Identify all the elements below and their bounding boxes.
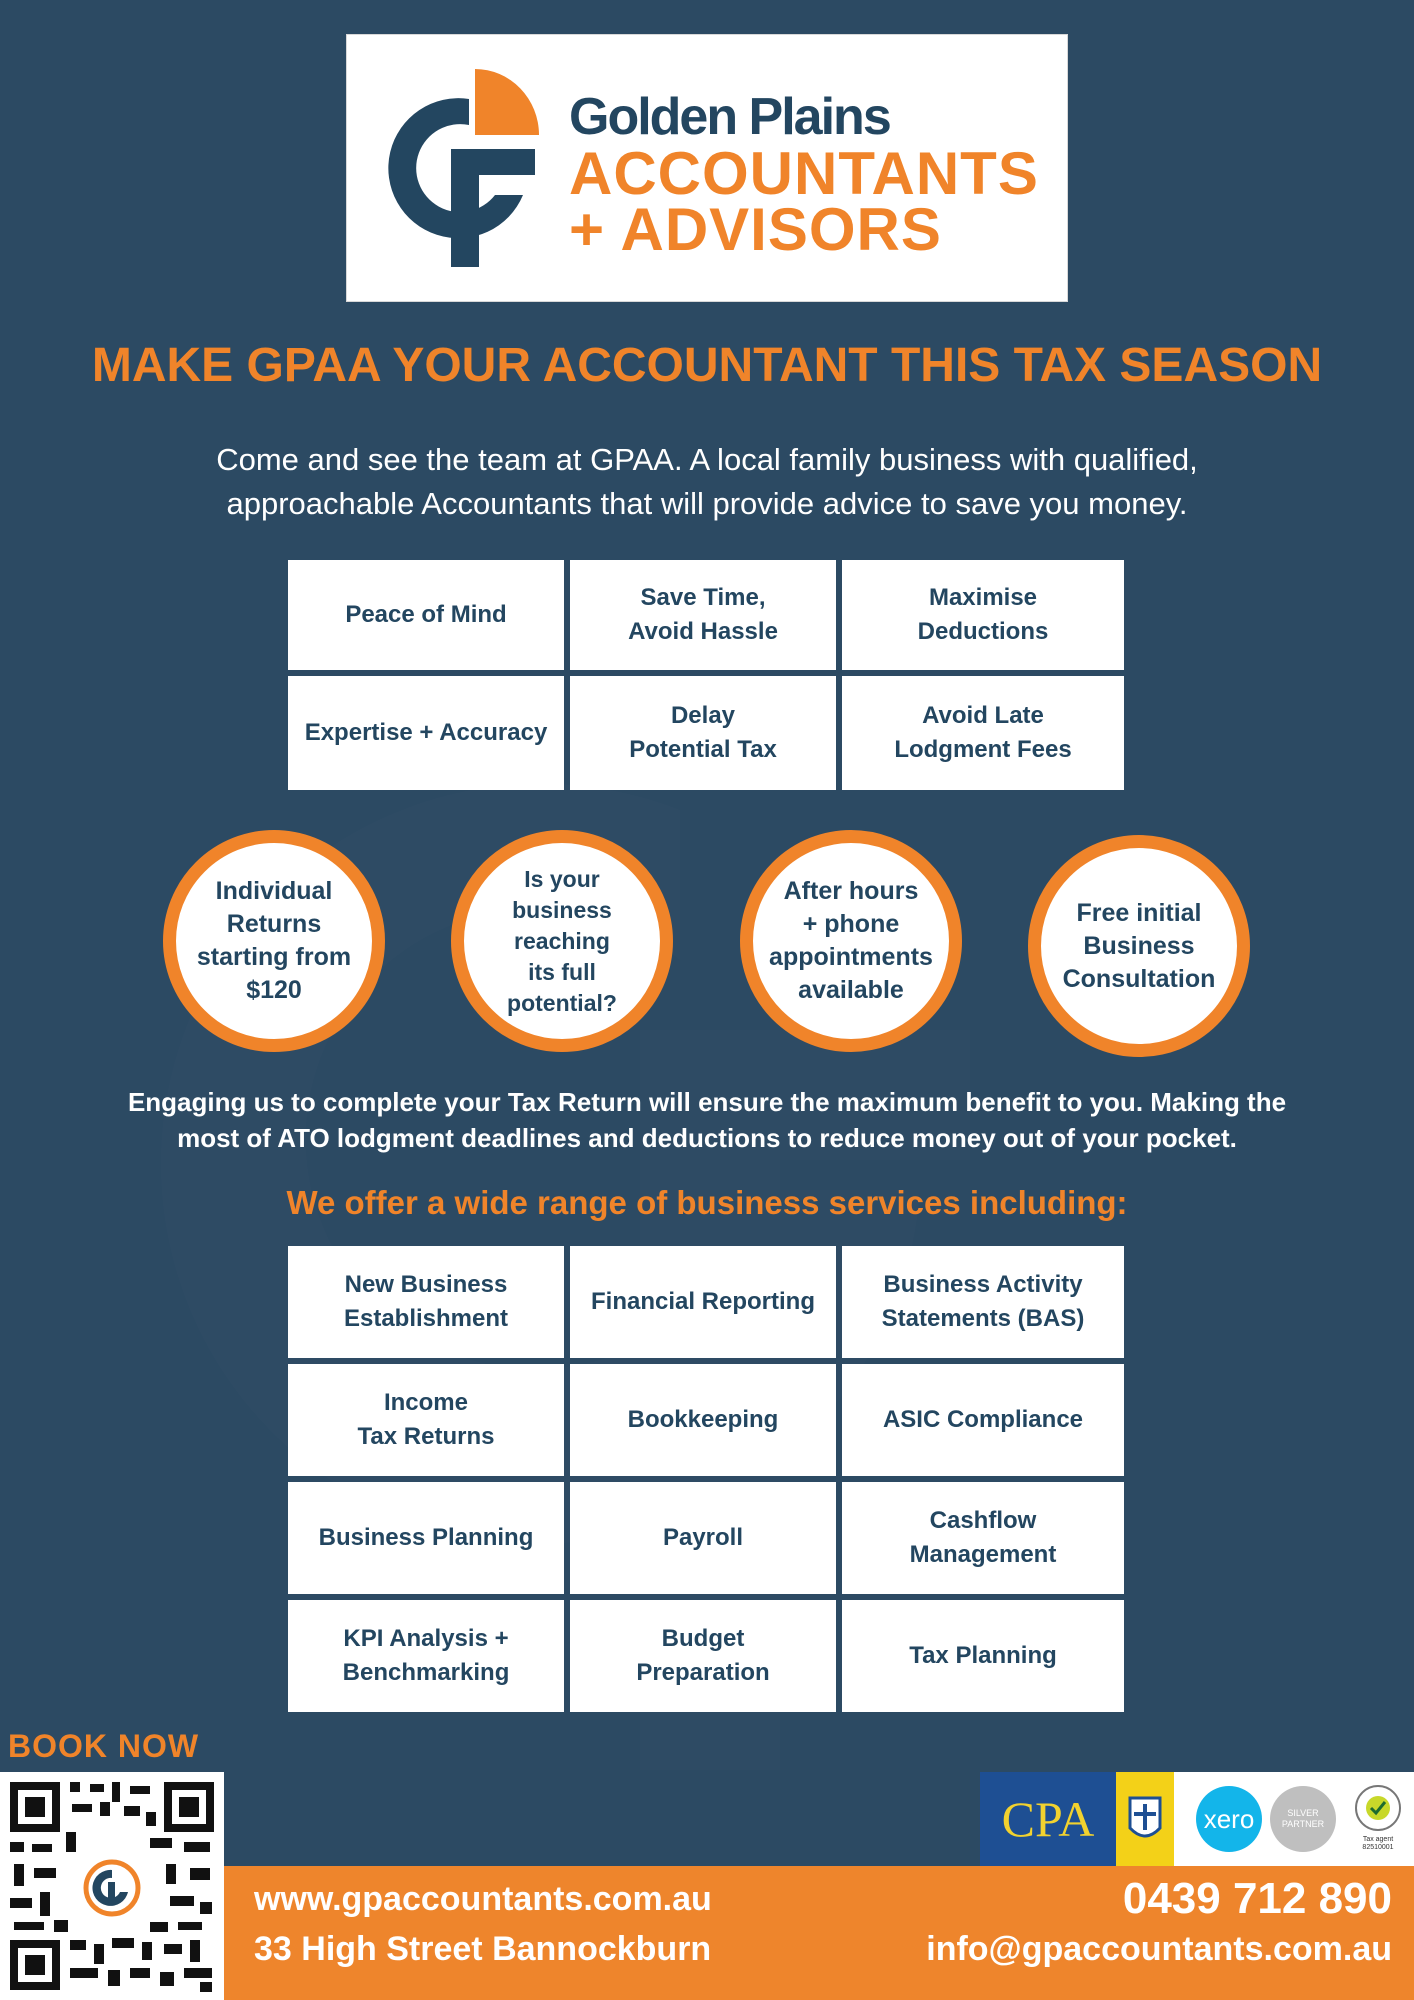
- service-cell: Cashflow Management: [842, 1482, 1124, 1594]
- qr-code-icon: [0, 1772, 224, 2000]
- gp-logo-icon: [383, 69, 539, 269]
- logo-name: Golden Plains: [569, 88, 890, 146]
- service-cell: Tax Planning: [842, 1600, 1124, 1712]
- services-heading: We offer a wide range of business services including:: [286, 1184, 1128, 1221]
- benefit-cell: Delay Potential Tax: [570, 676, 836, 790]
- offer-circle-business-potential: Is your business reaching its full potential?: [451, 830, 673, 1052]
- service-cell: Business Activity Statements (BAS): [842, 1246, 1124, 1358]
- services-grid: [288, 1246, 1124, 1712]
- service-cell: Bookkeeping: [570, 1364, 836, 1476]
- service-cell: Payroll: [570, 1482, 836, 1594]
- logo-line-advisors: + ADVISORS: [569, 196, 942, 263]
- service-cell: Budget Preparation: [570, 1600, 836, 1712]
- intro-text: Come and see the team at GPAA. A local family business with qualified, approachable Accountants that will provide advice to save you money.: [216, 442, 1198, 521]
- book-now-label: BOOK NOW: [8, 1728, 200, 1764]
- website-link[interactable]: www.gpaccountants.com.au: [254, 1880, 712, 1918]
- crest-icon: [1116, 1772, 1174, 1866]
- service-cell: KPI Analysis + Benchmarking: [288, 1600, 564, 1712]
- service-cell: New Business Establishment: [288, 1246, 564, 1358]
- qr-code[interactable]: [0, 1772, 224, 2000]
- offer-circle-individual-returns: Individual Returns starting from $120: [163, 830, 385, 1052]
- service-cell: ASIC Compliance: [842, 1364, 1124, 1476]
- company-logo: [346, 34, 1068, 302]
- service-cell: Income Tax Returns: [288, 1364, 564, 1476]
- email-link[interactable]: info@gpaccountants.com.au: [926, 1930, 1392, 1968]
- logo-line-accountants: ACCOUNTANTS: [569, 140, 1039, 207]
- silver-partner-badge: SILVER PARTNER: [1270, 1786, 1336, 1852]
- benefit-cell: Maximise Deductions: [842, 560, 1124, 670]
- service-cell: Business Planning: [288, 1482, 564, 1594]
- benefit-cell: Expertise + Accuracy: [288, 676, 564, 790]
- benefits-grid: [288, 560, 1124, 790]
- offer-circle-after-hours: After hours + phone appointments available: [740, 830, 962, 1052]
- accreditation-badges: [980, 1772, 1414, 1866]
- address-text: 33 High Street Bannockburn: [254, 1930, 712, 1968]
- cpa-logo: CPA: [980, 1772, 1116, 1866]
- engage-text: Engaging us to complete your Tax Return will ensure the maximum benefit to you. Making the most of ATO lodgment deadlines and deductions to reduce money out of your pocket.: [127, 1087, 1287, 1153]
- phone-number[interactable]: 0439 712 890: [1122, 1874, 1392, 1923]
- xero-logo: xero: [1196, 1786, 1262, 1852]
- tax-agent-number: Tax agent 82510001: [1362, 1836, 1394, 1851]
- benefit-cell: Peace of Mind: [288, 560, 564, 670]
- benefit-cell: Avoid Late Lodgment Fees: [842, 676, 1124, 790]
- page-title: MAKE GPAA YOUR ACCOUNTANT THIS TAX SEASON: [91, 339, 1323, 392]
- offer-circle-free-consultation: Free initial Business Consultation: [1028, 835, 1250, 1057]
- service-cell: Financial Reporting: [570, 1246, 836, 1358]
- benefit-cell: Save Time, Avoid Hassle: [570, 560, 836, 670]
